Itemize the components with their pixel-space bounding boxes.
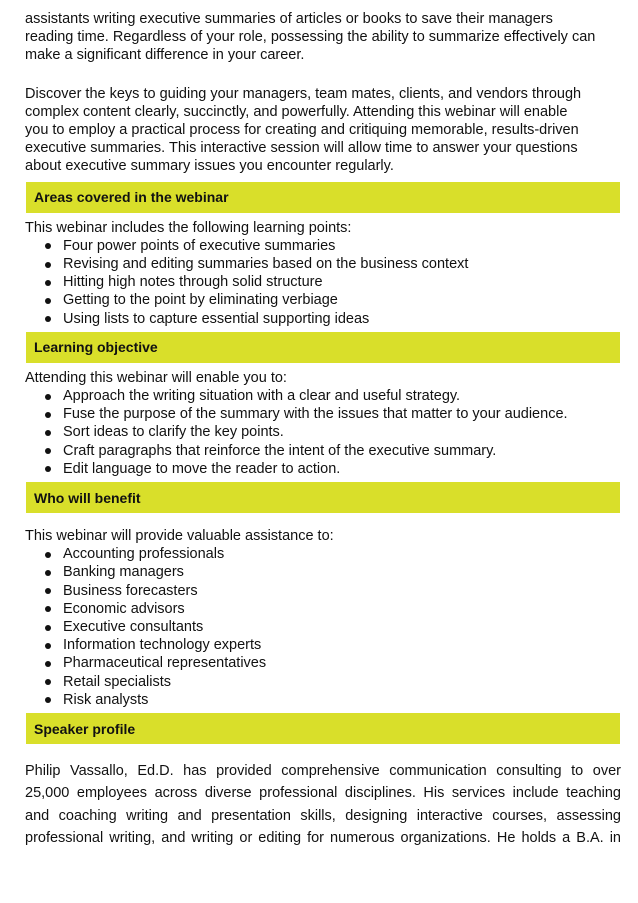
profile-line: professional writing, and writing or editing for numerous organizations. He holds a B.A. in	[25, 829, 621, 846]
list-item: Revising and editing summaries based on the business context	[25, 255, 621, 273]
discover-line: about executive summary issues you encounter regularly.	[25, 158, 394, 175]
intro-line: assistants writing executive summaries of articles or books to save their managers	[25, 11, 553, 27]
bullet-icon	[45, 316, 51, 322]
list-item: Banking managers	[25, 563, 621, 581]
list-item: Sort ideas to clarify the key points.	[25, 423, 621, 441]
bullet-icon	[45, 643, 51, 649]
profile-line: 25,000 employees across diverse professional disciplines. His services include teaching	[25, 785, 621, 802]
list-item: Edit language to move the reader to action.	[25, 460, 621, 478]
bullet-icon	[45, 606, 51, 612]
bullet-icon	[45, 448, 51, 454]
section-heading-benefit: Who will benefit	[26, 482, 620, 513]
bullet-icon	[45, 298, 51, 304]
bullet-icon	[45, 661, 51, 667]
list-item: Fuse the purpose of the summary with the issues that matter to your audience.	[25, 405, 621, 423]
list-item: Risk analysts	[25, 691, 621, 709]
bullet-icon	[45, 412, 51, 418]
document-page	[25, 10, 621, 849]
intro-line: make a significant difference in your career.	[25, 47, 305, 64]
discover-line: Discover the keys to guiding your managers, team mates, clients, and vendors through	[25, 85, 582, 102]
bullet-icon	[45, 588, 51, 594]
section-heading-speaker: Speaker profile	[26, 713, 620, 744]
bullet-icon	[45, 262, 51, 268]
section-heading-areas: Areas covered in the webinar	[26, 182, 620, 213]
discover-paragraph	[25, 85, 621, 176]
list-item: Economic advisors	[25, 600, 621, 618]
bullet-icon	[45, 243, 51, 249]
bullet-icon	[45, 625, 51, 631]
objective-list	[25, 387, 621, 478]
bullet-icon	[45, 394, 51, 400]
bullet-icon	[45, 697, 51, 703]
list-item: Approach the writing situation with a clear and useful strategy.	[25, 387, 621, 405]
list-item: Pharmaceutical representatives	[25, 654, 621, 672]
discover-line: executive summaries. This interactive session will allow time to answer your questions	[25, 140, 578, 157]
bullet-icon	[45, 570, 51, 576]
list-item: Using lists to capture essential supporting ideas	[25, 310, 621, 328]
list-item: Craft paragraphs that reinforce the intent of the executive summary.	[25, 442, 621, 460]
intro-line: reading time. Regardless of your role, possessing the ability to summarize effectively can	[25, 29, 596, 46]
bullet-icon	[45, 552, 51, 558]
profile-line: Philip Vassallo, Ed.D. has provided comprehensive communication consulting to over	[25, 763, 621, 780]
intro-paragraph	[25, 10, 621, 65]
list-item: Information technology experts	[25, 636, 621, 654]
list-item: Four power points of executive summaries	[25, 237, 621, 255]
benefit-list	[25, 545, 621, 709]
benefit-lead: This webinar will provide valuable assistance to:	[25, 528, 334, 545]
list-item: Retail specialists	[25, 673, 621, 691]
discover-line: you to employ a practical process for creating and critiquing memorable, results-driven	[25, 122, 579, 139]
list-item: Accounting professionals	[25, 545, 621, 563]
bullet-icon	[45, 679, 51, 685]
list-item: Getting to the point by eliminating verbiage	[25, 291, 621, 309]
bullet-icon	[45, 466, 51, 472]
profile-line: and coaching writing and presentation skills, designing interactive courses, assessing	[25, 807, 621, 824]
areas-lead: This webinar includes the following learning points:	[25, 219, 352, 236]
list-item: Business forecasters	[25, 582, 621, 600]
bullet-icon	[45, 430, 51, 436]
areas-list	[25, 237, 621, 328]
objective-lead: Attending this webinar will enable you to:	[25, 369, 287, 386]
section-heading-objective: Learning objective	[26, 332, 620, 363]
bullet-icon	[45, 280, 51, 286]
list-item: Hitting high notes through solid structure	[25, 273, 621, 291]
list-item: Executive consultants	[25, 618, 621, 636]
discover-line: complex content clearly, succinctly, and powerfully. Attending this webinar will enable	[25, 103, 568, 120]
speaker-profile-paragraph	[25, 760, 621, 849]
